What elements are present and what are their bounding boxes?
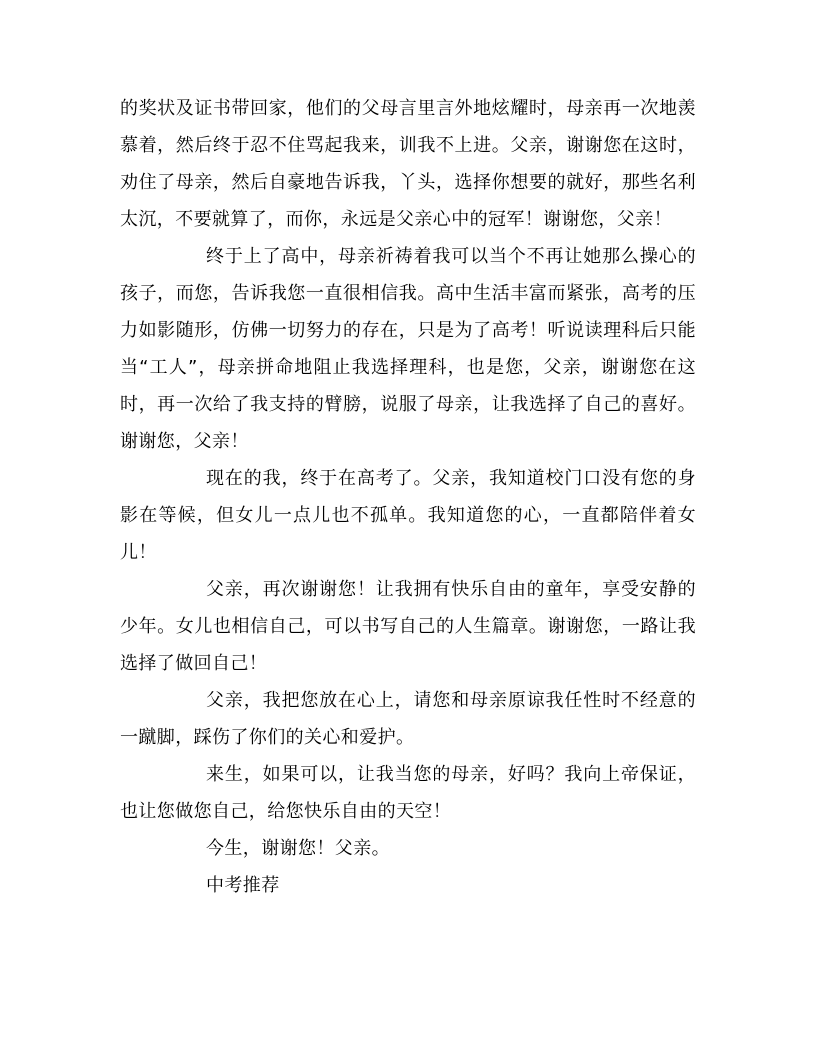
paragraph: 父亲，再次谢谢您！让我拥有快乐自由的童年，享受安静的少年。女儿也相信自己，可以书写自己的人生篇章。谢谢您，一路让我选择了做回自己！: [120, 579, 696, 674]
paragraph: 终于上了高中，母亲祈祷着我可以当个不再让她那么操心的孩子，而您，告诉我您一直很相信我。高中生活丰富而紧张，高考的压力如影随形，仿佛一切努力的存在，只是为了高考！听说读理科后只能当“工人”，母亲拼命地阻止我选择理科，也是您，父亲，谢谢您在这时，再一次给了我支持的臂膀，说服了母亲，让我选择了自己的喜好。谢谢您，父亲！: [120, 246, 696, 452]
paragraph: 现在的我，终于在高考了。父亲，我知道校门口没有您的身影在等候，但女儿一点儿也不孤单。我知道您的心，一直都陪伴着女儿！: [120, 468, 696, 563]
closing-line: 今生，谢谢您！父亲。: [206, 838, 390, 859]
paragraph: 来生，如果可以，让我当您的母亲，好吗？我向上帝保证，也让您做您自己，给您快乐自由的天空！: [120, 764, 696, 822]
document-page: [120, 90, 696, 904]
paragraph: 父亲，我把您放在心上，请您和母亲原谅我任性时不经意的一蹴脚，踩伤了你们的关心和爱护。: [120, 690, 696, 748]
paragraph: 的奖状及证书带回家，他们的父母言里言外地炫耀时，母亲再一次地羡慕着，然后终于忍不住骂起我来，训我不上进。父亲，谢谢您在这时，劝住了母亲，然后自豪地告诉我，丫头，选择你想要的就好，那些名利太沉，不要就算了，而你，永远是父亲心中的冠军！谢谢您，父亲！: [120, 98, 696, 230]
recommendation-heading: 中考推荐: [206, 875, 280, 896]
